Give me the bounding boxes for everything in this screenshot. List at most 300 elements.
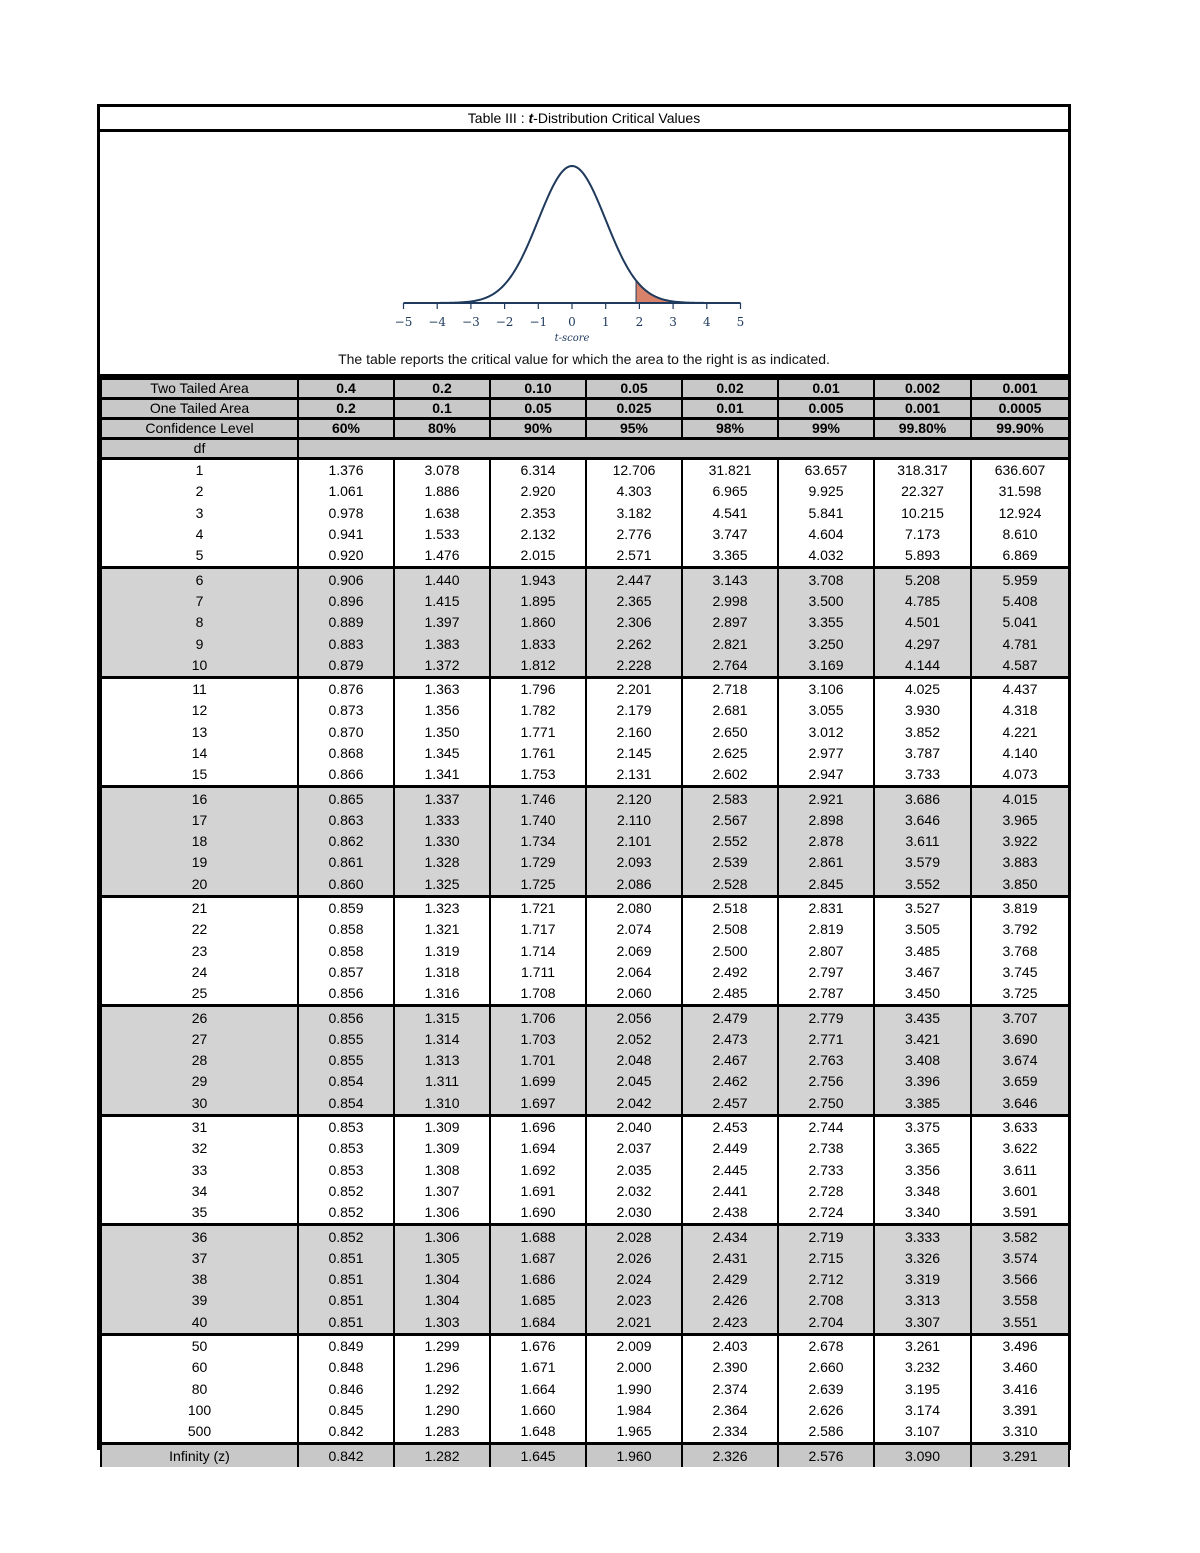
critical-value-cell: 2.779 bbox=[778, 1006, 874, 1029]
critical-value-cell: 1.740 bbox=[490, 810, 586, 831]
critical-value-cell: 1.476 bbox=[394, 545, 490, 568]
critical-value-cell: 2.479 bbox=[682, 1006, 778, 1029]
critical-value-cell: 31.598 bbox=[971, 481, 1069, 502]
critical-value-cell: 1.860 bbox=[490, 612, 586, 633]
critical-value-cell: 2.708 bbox=[778, 1290, 874, 1311]
x-tick-label: −3 bbox=[462, 315, 480, 329]
table-row bbox=[101, 1334, 1069, 1357]
df-cell: 32 bbox=[101, 1138, 298, 1159]
critical-value-cell: 318.317 bbox=[874, 459, 971, 482]
critical-value-cell: 0.852 bbox=[298, 1181, 394, 1202]
table-row bbox=[101, 941, 1069, 962]
critical-value-cell: 2.878 bbox=[778, 831, 874, 852]
critical-value-cell: 0.854 bbox=[298, 1071, 394, 1092]
critical-value-cell: 2.131 bbox=[586, 764, 682, 787]
df-cell: 20 bbox=[101, 874, 298, 897]
table-row bbox=[101, 1290, 1069, 1311]
critical-value-cell: 4.032 bbox=[778, 545, 874, 568]
critical-value-cell: 2.771 bbox=[778, 1029, 874, 1050]
header-value: 0.2 bbox=[298, 399, 394, 419]
critical-value-cell: 3.435 bbox=[874, 1006, 971, 1029]
critical-value-cell: 3.747 bbox=[682, 524, 778, 545]
critical-value-cell: 2.728 bbox=[778, 1181, 874, 1202]
critical-value-cell: 2.160 bbox=[586, 722, 682, 743]
critical-value-cell: 0.876 bbox=[298, 677, 394, 700]
df-cell: 80 bbox=[101, 1378, 298, 1399]
critical-value-cell: 1.694 bbox=[490, 1138, 586, 1159]
critical-value-cell: 3.708 bbox=[778, 568, 874, 591]
critical-value-cell: 1.304 bbox=[394, 1269, 490, 1290]
critical-value-cell: 4.297 bbox=[874, 633, 971, 654]
critical-value-cell: 1.311 bbox=[394, 1071, 490, 1092]
critical-value-cell: 4.501 bbox=[874, 612, 971, 633]
critical-value-cell: 4.785 bbox=[874, 591, 971, 612]
critical-value-cell: 1.350 bbox=[394, 722, 490, 743]
table-row bbox=[101, 1400, 1069, 1421]
critical-value-cell: 2.093 bbox=[586, 852, 682, 873]
t-table-frame bbox=[97, 104, 1071, 1464]
critical-value-cell: 3.313 bbox=[874, 1290, 971, 1311]
table-row bbox=[101, 677, 1069, 700]
critical-value-cell: 3.340 bbox=[874, 1202, 971, 1225]
critical-value-cell: 2.326 bbox=[682, 1444, 778, 1467]
critical-value-cell: 2.508 bbox=[682, 919, 778, 940]
critical-value-cell: 1.318 bbox=[394, 962, 490, 983]
critical-value-cell: 2.015 bbox=[490, 545, 586, 568]
critical-value-cell: 5.959 bbox=[971, 568, 1069, 591]
critical-value-cell: 3.566 bbox=[971, 1269, 1069, 1290]
critical-value-cell: 3.467 bbox=[874, 962, 971, 983]
critical-value-cell: 2.429 bbox=[682, 1269, 778, 1290]
df-cell: 500 bbox=[101, 1421, 298, 1444]
header-value: 0.4 bbox=[298, 379, 394, 399]
x-tick-label: 0 bbox=[568, 315, 576, 329]
critical-value-cell: 2.733 bbox=[778, 1160, 874, 1181]
critical-value-cell: 2.431 bbox=[682, 1248, 778, 1269]
critical-value-cell: 0.848 bbox=[298, 1357, 394, 1378]
critical-value-cell: 2.977 bbox=[778, 743, 874, 764]
header-value: 99.80% bbox=[874, 419, 971, 439]
critical-value-cell: 1.812 bbox=[490, 655, 586, 678]
critical-value-cell: 0.851 bbox=[298, 1248, 394, 1269]
table-row bbox=[101, 633, 1069, 654]
critical-value-cell: 2.485 bbox=[682, 983, 778, 1006]
critical-value-cell: 1.319 bbox=[394, 941, 490, 962]
critical-value-cell: 3.579 bbox=[874, 852, 971, 873]
df-cell: 22 bbox=[101, 919, 298, 940]
critical-value-cell: 2.571 bbox=[586, 545, 682, 568]
critical-value-cell: 2.576 bbox=[778, 1444, 874, 1467]
critical-value-cell: 2.445 bbox=[682, 1160, 778, 1181]
critical-value-cell: 0.842 bbox=[298, 1421, 394, 1444]
critical-value-cell: 2.831 bbox=[778, 896, 874, 919]
critical-value-cell: 2.821 bbox=[682, 633, 778, 654]
critical-value-cell: 2.262 bbox=[586, 633, 682, 654]
critical-value-cell: 2.056 bbox=[586, 1006, 682, 1029]
header-value: 0.01 bbox=[778, 379, 874, 399]
df-cell: 23 bbox=[101, 941, 298, 962]
critical-value-cell: 3.232 bbox=[874, 1357, 971, 1378]
critical-value-cell: 1.282 bbox=[394, 1444, 490, 1467]
critical-value-cell: 1.304 bbox=[394, 1290, 490, 1311]
critical-value-cell: 0.854 bbox=[298, 1093, 394, 1116]
critical-value-cell: 3.078 bbox=[394, 459, 490, 482]
critical-value-cell: 3.326 bbox=[874, 1248, 971, 1269]
df-cell: 16 bbox=[101, 787, 298, 810]
critical-value-cell: 1.895 bbox=[490, 591, 586, 612]
critical-value-cell: 1.440 bbox=[394, 568, 490, 591]
critical-value-cell: 3.819 bbox=[971, 896, 1069, 919]
df-cell: 60 bbox=[101, 1357, 298, 1378]
critical-values-table bbox=[100, 377, 1070, 1467]
df-cell: 24 bbox=[101, 962, 298, 983]
critical-value-cell: 2.845 bbox=[778, 874, 874, 897]
critical-value-cell: 1.283 bbox=[394, 1421, 490, 1444]
df-cell: 9 bbox=[101, 633, 298, 654]
table-row bbox=[101, 1138, 1069, 1159]
critical-value-cell: 12.706 bbox=[586, 459, 682, 482]
critical-value-cell: 2.921 bbox=[778, 787, 874, 810]
header-row bbox=[101, 379, 1069, 399]
critical-value-cell: 2.030 bbox=[586, 1202, 682, 1225]
critical-value-cell: 2.518 bbox=[682, 896, 778, 919]
x-tick-label: 4 bbox=[702, 315, 711, 329]
critical-value-cell: 2.724 bbox=[778, 1202, 874, 1225]
critical-value-cell: 4.541 bbox=[682, 503, 778, 524]
critical-value-cell: 5.893 bbox=[874, 545, 971, 568]
critical-value-cell: 1.323 bbox=[394, 896, 490, 919]
table-row bbox=[101, 1093, 1069, 1116]
critical-value-cell: 2.145 bbox=[586, 743, 682, 764]
critical-value-cell: 3.646 bbox=[874, 810, 971, 831]
df-cell: 100 bbox=[101, 1400, 298, 1421]
x-axis-label: t-score bbox=[554, 333, 590, 344]
critical-value-cell: 2.449 bbox=[682, 1138, 778, 1159]
critical-value-cell: 1.734 bbox=[490, 831, 586, 852]
critical-value-cell: 3.375 bbox=[874, 1115, 971, 1138]
critical-value-cell: 0.855 bbox=[298, 1029, 394, 1050]
critical-value-cell: 2.353 bbox=[490, 503, 586, 524]
df-cell: 50 bbox=[101, 1334, 298, 1357]
table-row bbox=[101, 459, 1069, 482]
critical-value-cell: 1.685 bbox=[490, 1290, 586, 1311]
critical-value-cell: 2.528 bbox=[682, 874, 778, 897]
critical-value-cell: 3.633 bbox=[971, 1115, 1069, 1138]
table-row bbox=[101, 655, 1069, 678]
table-row bbox=[101, 568, 1069, 591]
critical-value-cell: 2.626 bbox=[778, 1400, 874, 1421]
table-row bbox=[101, 787, 1069, 810]
t-distribution-curve bbox=[100, 132, 1068, 347]
header-label: Two Tailed Area bbox=[101, 379, 298, 399]
critical-value-cell: 1.533 bbox=[394, 524, 490, 545]
critical-value-cell: 3.396 bbox=[874, 1071, 971, 1092]
header-value: 60% bbox=[298, 419, 394, 439]
x-tick-label: −5 bbox=[394, 315, 413, 329]
df-cell: 7 bbox=[101, 591, 298, 612]
critical-value-cell: 0.861 bbox=[298, 852, 394, 873]
header-value: 0.025 bbox=[586, 399, 682, 419]
critical-value-cell: 3.646 bbox=[971, 1093, 1069, 1116]
critical-value-cell: 0.879 bbox=[298, 655, 394, 678]
critical-value-cell: 2.457 bbox=[682, 1093, 778, 1116]
df-cell: 14 bbox=[101, 743, 298, 764]
table-row bbox=[101, 743, 1069, 764]
critical-value-cell: 0.896 bbox=[298, 591, 394, 612]
df-cell: 11 bbox=[101, 677, 298, 700]
critical-value-cell: 0.858 bbox=[298, 941, 394, 962]
critical-value-cell: 0.851 bbox=[298, 1269, 394, 1290]
critical-value-cell: 2.334 bbox=[682, 1421, 778, 1444]
critical-value-cell: 2.037 bbox=[586, 1138, 682, 1159]
df-cell: 6 bbox=[101, 568, 298, 591]
critical-value-cell: 4.073 bbox=[971, 764, 1069, 787]
critical-value-cell: 2.898 bbox=[778, 810, 874, 831]
critical-value-cell: 2.035 bbox=[586, 1160, 682, 1181]
critical-value-cell: 2.023 bbox=[586, 1290, 682, 1311]
critical-value-cell: 2.228 bbox=[586, 655, 682, 678]
df-cell: 10 bbox=[101, 655, 298, 678]
critical-value-cell: 2.583 bbox=[682, 787, 778, 810]
critical-value-cell: 0.846 bbox=[298, 1378, 394, 1399]
header-value: 90% bbox=[490, 419, 586, 439]
df-cell: 38 bbox=[101, 1269, 298, 1290]
critical-value-cell: 1.290 bbox=[394, 1400, 490, 1421]
critical-value-cell: 1.753 bbox=[490, 764, 586, 787]
header-value: 0.10 bbox=[490, 379, 586, 399]
table-row bbox=[101, 831, 1069, 852]
critical-value-cell: 3.611 bbox=[971, 1160, 1069, 1181]
critical-value-cell: 4.025 bbox=[874, 677, 971, 700]
header-value: 99% bbox=[778, 419, 874, 439]
header-value: 0.001 bbox=[874, 399, 971, 419]
critical-value-cell: 0.873 bbox=[298, 700, 394, 721]
header-label: Confidence Level bbox=[101, 419, 298, 439]
critical-value-cell: 3.505 bbox=[874, 919, 971, 940]
critical-value-cell: 3.250 bbox=[778, 633, 874, 654]
critical-value-cell: 2.179 bbox=[586, 700, 682, 721]
critical-value-cell: 1.664 bbox=[490, 1378, 586, 1399]
critical-value-cell: 0.906 bbox=[298, 568, 394, 591]
critical-value-cell: 1.325 bbox=[394, 874, 490, 897]
critical-value-cell: 3.460 bbox=[971, 1357, 1069, 1378]
critical-value-cell: 3.733 bbox=[874, 764, 971, 787]
critical-value-cell: 2.447 bbox=[586, 568, 682, 591]
critical-value-cell: 2.738 bbox=[778, 1138, 874, 1159]
critical-value-cell: 3.485 bbox=[874, 941, 971, 962]
critical-value-cell: 2.712 bbox=[778, 1269, 874, 1290]
x-tick-label: 2 bbox=[635, 315, 644, 329]
critical-value-cell: 2.086 bbox=[586, 874, 682, 897]
critical-value-cell: 5.841 bbox=[778, 503, 874, 524]
x-tick-label: 3 bbox=[669, 315, 677, 329]
critical-value-cell: 3.725 bbox=[971, 983, 1069, 1006]
critical-value-cell: 1.345 bbox=[394, 743, 490, 764]
table-row bbox=[101, 1071, 1069, 1092]
critical-value-cell: 1.333 bbox=[394, 810, 490, 831]
critical-value-cell: 2.028 bbox=[586, 1225, 682, 1248]
critical-value-cell: 12.924 bbox=[971, 503, 1069, 524]
critical-value-cell: 1.701 bbox=[490, 1050, 586, 1071]
critical-value-cell: 1.943 bbox=[490, 568, 586, 591]
critical-value-cell: 1.706 bbox=[490, 1006, 586, 1029]
critical-value-cell: 2.021 bbox=[586, 1312, 682, 1335]
shaded-tail-area bbox=[636, 280, 740, 303]
critical-value-cell: 2.462 bbox=[682, 1071, 778, 1092]
table-row bbox=[101, 1269, 1069, 1290]
critical-value-cell: 2.719 bbox=[778, 1225, 874, 1248]
critical-value-cell: 3.391 bbox=[971, 1400, 1069, 1421]
critical-value-cell: 3.496 bbox=[971, 1334, 1069, 1357]
critical-value-cell: 22.327 bbox=[874, 481, 971, 502]
table-row bbox=[101, 1421, 1069, 1444]
df-cell: 17 bbox=[101, 810, 298, 831]
critical-value-cell: 2.374 bbox=[682, 1378, 778, 1399]
header-value: 0.02 bbox=[682, 379, 778, 399]
critical-value-cell: 3.356 bbox=[874, 1160, 971, 1181]
critical-value-cell: 1.671 bbox=[490, 1357, 586, 1378]
critical-value-cell: 1.315 bbox=[394, 1006, 490, 1029]
critical-value-cell: 3.319 bbox=[874, 1269, 971, 1290]
critical-value-cell: 1.306 bbox=[394, 1225, 490, 1248]
critical-value-cell: 3.930 bbox=[874, 700, 971, 721]
df-cell: 8 bbox=[101, 612, 298, 633]
x-tick-label: 1 bbox=[601, 315, 610, 329]
critical-value-cell: 2.080 bbox=[586, 896, 682, 919]
title-suffix: -Distribution Critical Values bbox=[533, 110, 701, 126]
critical-value-cell: 2.539 bbox=[682, 852, 778, 873]
critical-value-cell: 1.321 bbox=[394, 919, 490, 940]
df-cell: 31 bbox=[101, 1115, 298, 1138]
critical-value-cell: 1.717 bbox=[490, 919, 586, 940]
critical-value-cell: 2.718 bbox=[682, 677, 778, 700]
critical-value-cell: 1.645 bbox=[490, 1444, 586, 1467]
critical-value-cell: 2.040 bbox=[586, 1115, 682, 1138]
critical-value-cell: 1.833 bbox=[490, 633, 586, 654]
table-row bbox=[101, 874, 1069, 897]
df-cell: 3 bbox=[101, 503, 298, 524]
critical-value-cell: 1.886 bbox=[394, 481, 490, 502]
critical-value-cell: 3.169 bbox=[778, 655, 874, 678]
critical-value-cell: 0.852 bbox=[298, 1202, 394, 1225]
header-value: 98% bbox=[682, 419, 778, 439]
critical-value-cell: 3.922 bbox=[971, 831, 1069, 852]
header-value: 0.2 bbox=[394, 379, 490, 399]
critical-value-cell: 2.306 bbox=[586, 612, 682, 633]
critical-value-cell: 2.552 bbox=[682, 831, 778, 852]
critical-value-cell: 2.026 bbox=[586, 1248, 682, 1269]
table-row bbox=[101, 1248, 1069, 1269]
header-value: 0.0005 bbox=[971, 399, 1069, 419]
critical-value-cell: 2.120 bbox=[586, 787, 682, 810]
critical-value-cell: 4.140 bbox=[971, 743, 1069, 764]
table-row bbox=[101, 1378, 1069, 1399]
critical-value-cell: 0.978 bbox=[298, 503, 394, 524]
header-value: 0.05 bbox=[586, 379, 682, 399]
table-row bbox=[101, 1160, 1069, 1181]
df-cell: 15 bbox=[101, 764, 298, 787]
critical-value-cell: 2.434 bbox=[682, 1225, 778, 1248]
table-row bbox=[101, 810, 1069, 831]
critical-value-cell: 2.426 bbox=[682, 1290, 778, 1311]
critical-value-cell: 4.604 bbox=[778, 524, 874, 545]
header-value: 0.1 bbox=[394, 399, 490, 419]
critical-value-cell: 3.552 bbox=[874, 874, 971, 897]
table-row bbox=[101, 481, 1069, 502]
table-row bbox=[101, 503, 1069, 524]
critical-value-cell: 2.110 bbox=[586, 810, 682, 831]
critical-value-cell: 636.607 bbox=[971, 459, 1069, 482]
df-cell: 39 bbox=[101, 1290, 298, 1311]
critical-value-cell: 1.746 bbox=[490, 787, 586, 810]
table-row bbox=[101, 1029, 1069, 1050]
x-tick-label: −4 bbox=[428, 315, 447, 329]
critical-value-cell: 3.143 bbox=[682, 568, 778, 591]
critical-value-cell: 0.920 bbox=[298, 545, 394, 568]
critical-value-cell: 10.215 bbox=[874, 503, 971, 524]
critical-value-cell: 3.012 bbox=[778, 722, 874, 743]
critical-value-cell: 1.305 bbox=[394, 1248, 490, 1269]
critical-value-cell: 1.313 bbox=[394, 1050, 490, 1071]
critical-value-cell: 2.101 bbox=[586, 831, 682, 852]
critical-value-cell: 1.341 bbox=[394, 764, 490, 787]
df-cell: 37 bbox=[101, 1248, 298, 1269]
critical-value-cell: 3.768 bbox=[971, 941, 1069, 962]
critical-value-cell: 0.853 bbox=[298, 1160, 394, 1181]
density-curve bbox=[404, 166, 741, 303]
critical-value-cell: 3.582 bbox=[971, 1225, 1069, 1248]
critical-value-cell: 1.376 bbox=[298, 459, 394, 482]
critical-value-cell: 8.610 bbox=[971, 524, 1069, 545]
critical-value-cell: 1.725 bbox=[490, 874, 586, 897]
critical-value-cell: 3.261 bbox=[874, 1334, 971, 1357]
critical-value-cell: 3.106 bbox=[778, 677, 874, 700]
critical-value-cell: 1.648 bbox=[490, 1421, 586, 1444]
critical-value-cell: 1.299 bbox=[394, 1334, 490, 1357]
table-row bbox=[101, 591, 1069, 612]
critical-value-cell: 1.363 bbox=[394, 677, 490, 700]
critical-value-cell: 2.715 bbox=[778, 1248, 874, 1269]
critical-value-cell: 1.372 bbox=[394, 655, 490, 678]
x-tick-label: −1 bbox=[529, 315, 548, 329]
critical-value-cell: 2.201 bbox=[586, 677, 682, 700]
table-row bbox=[101, 1006, 1069, 1029]
critical-value-cell: 2.441 bbox=[682, 1181, 778, 1202]
critical-value-cell: 1.330 bbox=[394, 831, 490, 852]
critical-value-cell: 1.303 bbox=[394, 1312, 490, 1335]
table-caption: The table reports the critical value for which the area to the right is as indicated. bbox=[338, 351, 830, 367]
critical-value-cell: 2.681 bbox=[682, 700, 778, 721]
critical-value-cell: 3.850 bbox=[971, 874, 1069, 897]
table-row bbox=[101, 1050, 1069, 1071]
critical-value-cell: 1.296 bbox=[394, 1357, 490, 1378]
header-value: 80% bbox=[394, 419, 490, 439]
critical-value-cell: 4.221 bbox=[971, 722, 1069, 743]
critical-value-cell: 2.500 bbox=[682, 941, 778, 962]
critical-value-cell: 7.173 bbox=[874, 524, 971, 545]
critical-value-cell: 2.764 bbox=[682, 655, 778, 678]
critical-value-cell: 2.032 bbox=[586, 1181, 682, 1202]
critical-value-cell: 3.574 bbox=[971, 1248, 1069, 1269]
table-row bbox=[101, 1202, 1069, 1225]
critical-value-cell: 0.852 bbox=[298, 1225, 394, 1248]
critical-value-cell: 0.855 bbox=[298, 1050, 394, 1071]
critical-value-cell: 2.639 bbox=[778, 1378, 874, 1399]
critical-value-cell: 3.365 bbox=[682, 545, 778, 568]
critical-value-cell: 4.437 bbox=[971, 677, 1069, 700]
critical-value-cell: 1.721 bbox=[490, 896, 586, 919]
critical-value-cell: 0.868 bbox=[298, 743, 394, 764]
